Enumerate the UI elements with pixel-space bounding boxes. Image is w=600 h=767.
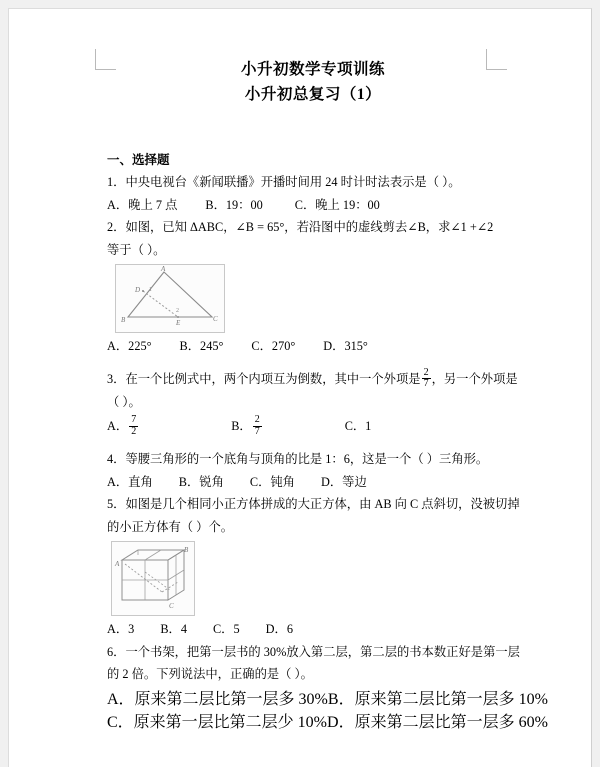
question-1-text: 1．中央电视台《新闻联播》开播时间用 24 时计时法表示是（ ）。 <box>107 175 461 189</box>
option-6d[interactable]: D．原来第二层比第一层多 60% <box>327 713 548 731</box>
option-3b[interactable] <box>231 415 263 438</box>
option-5d[interactable]: D．6 <box>265 622 293 637</box>
option-3c[interactable]: C．1 <box>344 419 372 434</box>
option-5a[interactable]: A．3 <box>107 622 135 637</box>
document-content <box>107 57 548 732</box>
question-3-options <box>107 415 519 438</box>
question-3-text-part-a: 3．在一个比例式中，两个内项互为倒数，其中一个外项是 <box>107 371 421 386</box>
option-5c[interactable]: C．5 <box>212 622 240 637</box>
question-4-text: 4．等腰三角形的一个底角与顶角的比是 1：6，这是一个（ ）三角形。 <box>107 452 489 467</box>
svg-text:A: A <box>161 265 166 273</box>
question-3-text-part-b: ，另一个外项是 <box>431 371 518 386</box>
question-5-text-line1: 5．如图是几个相同小正方体拼成的大正方体，由 AB 向 C 点斜切，没被切掉 <box>107 497 520 512</box>
question-5-options <box>107 618 519 641</box>
cube-svg <box>112 542 194 610</box>
option-3b-numerator: 2 <box>254 414 260 426</box>
triangle-abc-svg <box>116 265 224 327</box>
option-6a[interactable]: A．原来第二层比第一层多 30% <box>107 690 328 708</box>
svg-text:2: 2 <box>176 308 179 314</box>
option-3a[interactable] <box>107 415 139 438</box>
option-3b-label: B． <box>231 419 252 434</box>
question-3-fraction-denominator: 7 <box>423 378 429 390</box>
svg-text:C: C <box>169 602 174 611</box>
option-4c[interactable]: C．钝角 <box>249 474 295 489</box>
question-6-options-row-2 <box>107 709 548 732</box>
document-title: 小升初数学专项训练 <box>240 61 385 78</box>
option-3b-denominator: 7 <box>254 425 260 437</box>
question-6-text-line1: 6．一个书架，把第一层书的 30%放入第二层，第二层的书本数正好是第一层 <box>107 644 520 659</box>
option-1b[interactable]: B．19：00 <box>205 197 263 212</box>
question-2-text-line1: 2．如图，已知 ΔABC，∠B = 65°，若沿图中的虚线剪去∠B，求∠1 +∠2 <box>107 220 494 234</box>
svg-text:1: 1 <box>149 287 152 293</box>
document-subtitle: 小升初总复习（1） <box>244 86 382 103</box>
option-4a[interactable]: A．直角 <box>107 474 153 489</box>
option-5b[interactable]: B．4 <box>160 622 187 637</box>
question-3-text-line2: （ ）。 <box>107 394 141 409</box>
option-6b[interactable]: B．原来第二层比第一层多 10% <box>327 690 548 708</box>
question-3-fraction-numerator: 2 <box>423 366 429 378</box>
option-3b-fraction <box>253 415 262 437</box>
option-4d[interactable]: D．等边 <box>320 474 367 489</box>
option-2a[interactable]: A．225° <box>107 339 152 353</box>
svg-text:B: B <box>121 316 126 324</box>
question-4-options <box>107 471 519 494</box>
svg-text:D: D <box>135 286 141 294</box>
option-6c[interactable]: C．原来第一层比第二层少 10% <box>107 713 328 731</box>
option-2c[interactable]: C．270° <box>251 339 296 353</box>
document-page <box>8 8 592 767</box>
option-3a-denominator: 2 <box>131 425 137 437</box>
option-3a-label: A． <box>107 419 129 434</box>
question-6-text-line2: 的 2 倍。下列说法中，正确的是（ ）。 <box>107 667 313 682</box>
option-4b[interactable]: B．锐角 <box>178 474 224 489</box>
option-2b[interactable]: B．245° <box>179 339 224 353</box>
svg-text:B: B <box>184 546 189 555</box>
option-1a[interactable]: A．晚上 7 点 <box>107 197 178 212</box>
option-3a-numerator: 7 <box>131 414 137 426</box>
question-5-text-line2: 的小正方体有（ ）个。 <box>107 519 234 534</box>
section-heading-choice: 一、选择题 <box>107 153 170 167</box>
question-6-options-row-1 <box>107 686 548 709</box>
option-3a-fraction <box>129 415 138 437</box>
question-1-options <box>107 194 519 217</box>
cube-figure <box>111 541 195 616</box>
triangle-abc-figure <box>115 264 225 333</box>
svg-text:A: A <box>115 560 120 569</box>
question-2-text-line2: 等于（ ）。 <box>107 242 166 257</box>
svg-text:C: C <box>213 315 218 323</box>
option-2d[interactable]: D．315° <box>323 339 368 353</box>
svg-text:E: E <box>176 319 181 327</box>
question-3-fraction <box>422 368 431 390</box>
question-2-options <box>107 335 519 358</box>
question-3-text-line1 <box>107 368 519 391</box>
option-1c[interactable]: C．晚上 19：00 <box>294 197 380 212</box>
